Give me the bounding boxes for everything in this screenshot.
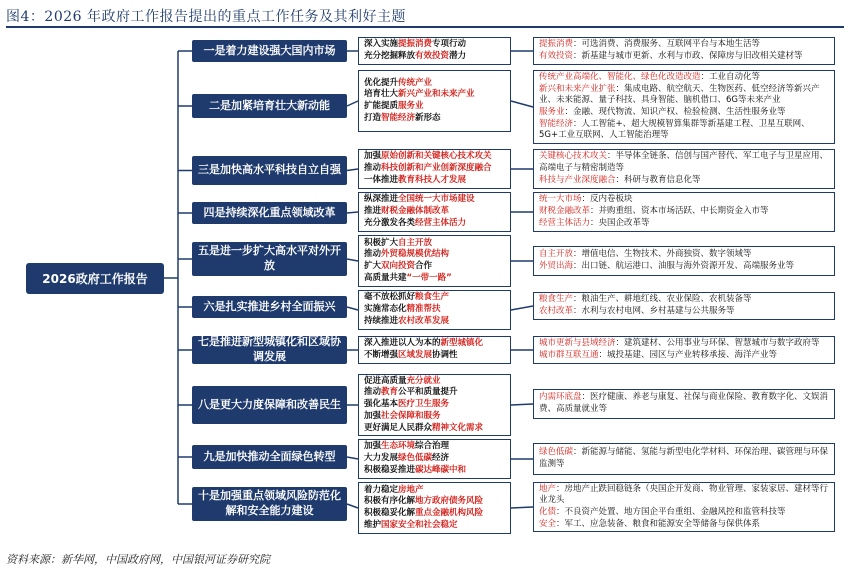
benefit-text: ：央国企改革等: [590, 217, 650, 228]
measure-highlight: 智能经济: [381, 112, 416, 123]
benefits-box: [533, 482, 835, 532]
measure-text: 培育壮大: [364, 89, 399, 100]
measure-text-tail: 合作: [415, 261, 433, 271]
measure-line: [364, 399, 505, 411]
measure-line: [364, 520, 505, 532]
connector-line: [511, 306, 533, 310]
measure-highlight: 教育: [381, 387, 399, 398]
measure-highlight: 碳达峰碳中和: [415, 464, 467, 475]
measure-highlight: 绿色低碳: [398, 453, 433, 464]
connector-line: [347, 169, 358, 171]
measures-box: [358, 374, 511, 436]
measure-text: 积极稳妥推进: [364, 464, 416, 475]
measure-text: 优化提升: [364, 77, 399, 88]
measure-text-tail: 潜力: [449, 51, 467, 61]
measure-text: 积极有序化解: [364, 496, 416, 507]
measure-text: 毫不放松抓好: [364, 292, 416, 303]
measure-line: [364, 51, 505, 63]
benefit-key: 化债: [539, 507, 557, 517]
benefit-line: [539, 294, 829, 306]
measure-line: [364, 453, 505, 465]
benefit-text: ：人工智能+、超大规模智算集群等新基建工程、卫星互联网、5G+工业互联网、人工智能治理等: [539, 118, 810, 141]
benefit-key: 绿色低碳: [539, 447, 574, 458]
benefit-text: ：房地产止跌回稳链条（央国企开发商、物业管理、家装家居、建材等行业龙头: [539, 483, 829, 506]
branch-title: 四是持续深化重点领域改革: [192, 202, 347, 224]
branch-title: 三是加快高水平科技自立自强: [192, 156, 347, 185]
benefit-key: 安全: [539, 518, 557, 529]
measure-text: 深入实施: [364, 39, 399, 50]
measure-highlight: 粮食生产: [415, 292, 450, 303]
measure-highlight: 科技创新和产业创新深度融合: [381, 163, 492, 174]
measure-line: [364, 376, 505, 388]
measure-line: [364, 304, 505, 316]
measure-text-tail: 综合治理: [415, 441, 450, 452]
benefit-text: ：工业自动化等: [700, 71, 761, 82]
connector-line: [347, 259, 358, 261]
benefit-line: [539, 206, 829, 218]
benefit-line: [539, 194, 829, 206]
measures-box: [358, 439, 511, 479]
measure-text: 深入推进以人为本的: [364, 338, 441, 349]
measure-highlight: 新型城镇化: [440, 338, 484, 349]
measure-text-tail: 经济: [432, 453, 450, 464]
measure-highlight: 有效投资: [415, 51, 450, 61]
measures-box: [358, 482, 511, 534]
measure-text: 打造: [364, 112, 382, 123]
measure-text-tail: 专项行动: [432, 39, 467, 50]
benefit-key: 外贸出海: [539, 261, 574, 271]
benefit-key: 关键核心技术攻关: [539, 151, 608, 162]
measure-text: 一体推进: [364, 174, 399, 185]
measure-text: 推动: [364, 163, 382, 174]
measure-text: 充分激发各类: [364, 217, 416, 228]
connector-line: [347, 101, 358, 106]
benefit-line: [539, 261, 829, 273]
measure-text: 维护: [364, 519, 382, 530]
benefit-line: [539, 392, 829, 415]
measure-text: 促进高质量: [364, 375, 407, 386]
measure-highlight: 重点金融机构风险: [415, 508, 484, 518]
branch-title: 十是加强重点领域风险防范化解和安全能力建设: [192, 487, 347, 521]
measure-highlight: 新兴产业和未来产业: [398, 89, 475, 100]
benefit-key: 统一大市场: [539, 194, 582, 205]
benefits-box: [533, 149, 835, 189]
figure-title: 图4：2026 年政府工作报告提出的重点工作任务及其利好主题: [6, 9, 406, 25]
benefit-key: 农村改革: [539, 306, 574, 316]
measures-box: [358, 70, 511, 132]
root-node: 2026政府工作报告: [26, 263, 164, 294]
benefits-box: [533, 70, 835, 144]
branch-title: 五是进一步扩大高水平对外开放: [192, 242, 347, 276]
measure-line: [364, 441, 505, 453]
measure-highlight: 教育科技人才发展: [398, 174, 467, 185]
benefit-key: 财税金融改革: [539, 206, 591, 217]
measure-line: [364, 261, 505, 273]
benefit-line: [539, 84, 829, 107]
measure-text: 推动: [364, 249, 382, 260]
measure-highlight: 提振消费: [398, 39, 433, 50]
benefit-text: ：粮油生产、耕地红线、农业保险、农机装备等: [573, 294, 752, 305]
benefit-text: ：出口链、航运港口、油服与海外资源开发、高端服务业等: [573, 261, 795, 271]
benefit-key: 有效投资: [539, 51, 574, 61]
measure-line: [364, 151, 505, 163]
measure-highlight: 农村改革发展: [398, 315, 450, 326]
benefit-key: 传统产业高端化、智能化、绿色化改造改造: [539, 71, 701, 82]
measure-text: 积极稳妥化解: [364, 508, 416, 518]
measure-line: [364, 350, 505, 362]
measure-highlight: “一带一路”: [406, 272, 452, 283]
benefit-line: [539, 306, 829, 318]
benefit-text: ：新能源与储能、氢能与新型电化学材料、环保治理、碳管理与环保监测等: [539, 447, 829, 469]
measure-line: [364, 316, 505, 328]
benefits-box: [533, 443, 835, 475]
benefit-key: 经营主体活力: [539, 217, 591, 228]
measure-line: [364, 175, 505, 187]
measures-box: [358, 290, 511, 330]
benefit-text: ：水利与农村电网、乡村基建与公共服务等: [573, 306, 735, 316]
benefit-key: 地产: [539, 483, 557, 494]
measure-text: 纵深推进: [364, 194, 399, 205]
benefit-line: [539, 151, 829, 174]
measure-highlight: 精准帮扶: [406, 304, 441, 315]
measure-text: 不断增强: [364, 350, 399, 360]
benefit-key: 科技与产业深度融合: [539, 174, 616, 185]
benefit-line: [539, 218, 829, 230]
measure-highlight: 全国统一大市场建设: [398, 194, 475, 205]
benefit-line: [539, 72, 829, 84]
benefit-text: ：并购重组、资本市场活跃、中长期资金入市等: [590, 206, 769, 217]
measure-line: [364, 39, 505, 51]
benefit-line: [539, 51, 829, 63]
measure-text: 大力发展: [364, 453, 399, 464]
measure-line: [364, 89, 505, 101]
benefit-line: [539, 119, 829, 142]
measure-highlight: 双向投资: [381, 261, 416, 271]
benefit-text: ：城投基建、园区与产业转移承接、海洋产业等: [598, 350, 778, 360]
measure-line: [364, 411, 505, 423]
benefit-text: ：不良资产处置、地方国企平台重组、金融风控和监管科技等: [556, 507, 786, 517]
benefits-box: [533, 336, 835, 364]
measure-line: [364, 387, 505, 399]
benefit-text: ：集成电路、航空航天、生物医药、低空经济等新兴产业、未来能源、量子科技、具身智能、脑机借口、6G等未来产业: [539, 83, 820, 106]
measure-text-tail: 新形态: [415, 112, 441, 123]
branch-title: 一是着力建设强大国内市场: [192, 40, 347, 62]
benefit-text: ：医疗健康、养老与康复、社保与商业保险、教育数字化、文娱消费、高质量就业等: [539, 392, 829, 414]
measure-highlight: 自主开放: [398, 237, 433, 248]
benefit-key: 智能经济: [539, 118, 574, 129]
branch-title: 六是扎实推进乡村全面振兴: [192, 296, 347, 318]
measure-text: 加强: [364, 151, 382, 162]
measure-text: 扩能提质: [364, 101, 399, 111]
measures-box: [358, 192, 511, 232]
measure-text: 加强: [364, 441, 382, 452]
measure-highlight: 传统产业: [398, 77, 433, 88]
branch-title: 二是加紧培育壮大新动能: [192, 94, 347, 118]
benefit-line: [539, 175, 829, 187]
benefit-line: [539, 249, 829, 261]
measure-highlight: 生态环境: [381, 441, 416, 452]
benefit-text: ：可选消费、消费服务、互联网平台与本地生活等: [573, 39, 761, 50]
measure-text: 更好满足人民群众: [364, 422, 433, 433]
benefit-text: ：新基建与城市更新、水利与市政、保障房与旧改相关建材等: [573, 51, 803, 61]
benefit-text: ：半导体全链条、信创与国产替代、军工电子与卫星应用、高端电子与精密制造等: [539, 151, 829, 174]
benefits-box: [533, 37, 835, 65]
benefit-text: ：金融、现代物流、知识产权、检验检测、生活性服务业等: [564, 107, 786, 117]
measure-line: [364, 423, 505, 435]
measure-text: 着力稳定: [364, 484, 399, 495]
measure-text: 加强: [364, 410, 382, 421]
measure-highlight: 外贸稳规模优结构: [381, 249, 450, 260]
measure-highlight: 精神文化需求: [432, 422, 484, 433]
branch-title: 九是加快推动全面绿色转型: [192, 445, 347, 469]
benefit-line: [539, 39, 829, 51]
measure-line: [364, 194, 505, 206]
benefit-key: 服务业: [539, 107, 565, 117]
measure-text: 积极扩大: [364, 237, 399, 248]
measure-highlight: 服务业: [398, 101, 424, 111]
benefit-key: 内需环底盘: [539, 392, 582, 403]
branch-title: 七是推进新型城镇化和区域协调发展: [192, 336, 347, 364]
measure-line: [364, 496, 505, 508]
benefits-box: [533, 292, 835, 320]
measure-text: 实施常态化: [364, 304, 407, 315]
measure-line: [364, 218, 505, 230]
connector-line: [511, 404, 533, 405]
measure-text-tail: 公平和质量提升: [398, 387, 458, 398]
benefit-key: 城市群互联互通: [539, 350, 599, 360]
benefits-box: [533, 192, 835, 232]
source-note: 资料来源：新华网，中国政府网，中国银河证券研究院: [6, 553, 270, 566]
measure-line: [364, 249, 505, 261]
measure-line: [364, 508, 505, 520]
measure-highlight: 财税金融体制改革: [381, 206, 450, 217]
benefit-key: 城市更新与县域经济: [539, 338, 616, 349]
measure-text: 充分挖掘释放: [364, 51, 416, 61]
measure-text-tail: 协调性: [432, 350, 458, 360]
branch-title: 八是更大力度保障和改善民生: [192, 386, 347, 424]
measure-highlight: 国家安全和社会稳定: [381, 519, 458, 530]
benefit-text: ：科研与教育信息化等: [615, 174, 701, 185]
measure-highlight: 医疗卫生服务: [398, 399, 450, 410]
connector-line: [347, 307, 358, 310]
measure-highlight: 区域发展: [398, 350, 433, 360]
measure-highlight: 地方政府债务风险: [415, 496, 484, 507]
connector-line: [347, 212, 358, 213]
measure-highlight: 房地产: [398, 484, 424, 495]
benefit-key: 新兴和未来产业扩张: [539, 83, 616, 94]
measure-highlight: 社会保障和服务: [381, 410, 441, 421]
measures-box: [358, 336, 511, 364]
measure-highlight: 经营主体活力: [415, 217, 467, 228]
measures-box: [358, 235, 511, 287]
measure-text: 持续推进: [364, 315, 399, 326]
measure-line: [364, 238, 505, 250]
benefit-line: [539, 484, 829, 507]
benefits-box: [533, 246, 835, 276]
measure-text: 推动: [364, 387, 382, 398]
measure-line: [364, 273, 505, 285]
measure-line: [364, 78, 505, 90]
measure-text: 推进: [364, 206, 382, 217]
measures-box: [358, 149, 511, 189]
connector-line: [511, 507, 533, 508]
benefit-line: [539, 447, 829, 470]
benefit-line: [539, 507, 829, 519]
connector-line: [347, 457, 358, 459]
connector-line: [511, 101, 533, 107]
measure-line: [364, 206, 505, 218]
measure-line: [364, 101, 505, 113]
measure-line: [364, 163, 505, 175]
measures-box: [358, 37, 511, 65]
connector-line: [347, 504, 358, 508]
measure-highlight: 原始创新和关键核心技术攻关: [381, 151, 492, 162]
measure-highlight: 充分就业: [406, 375, 441, 386]
measure-line: [364, 485, 505, 497]
benefit-text: ：反内卷板块: [581, 194, 633, 205]
measure-line: [364, 465, 505, 477]
benefit-line: [539, 519, 829, 531]
benefit-line: [539, 107, 829, 119]
benefit-line: [539, 350, 829, 362]
measure-text: 扩大: [364, 261, 382, 271]
measure-line: [364, 113, 505, 125]
benefit-text: ：军工、应急装备、粮食和能源安全等储备与保供体系: [556, 518, 761, 529]
benefit-line: [539, 338, 829, 350]
measure-text: 高质量共建: [364, 272, 407, 283]
benefit-key: 自主开放: [539, 249, 574, 260]
benefits-box: [533, 389, 835, 419]
benefit-key: 提振消费: [539, 39, 574, 50]
measure-line: [364, 338, 505, 350]
benefit-text: ：增值电信、生物技术、外商独资、数字领域等: [573, 249, 752, 260]
measure-text: 强化基本: [364, 399, 399, 410]
benefit-text: ：建筑建材、公用事业与环保、智慧城市与数字政府等: [615, 338, 820, 349]
benefit-key: 粮食生产: [539, 294, 574, 305]
measure-line: [364, 292, 505, 304]
